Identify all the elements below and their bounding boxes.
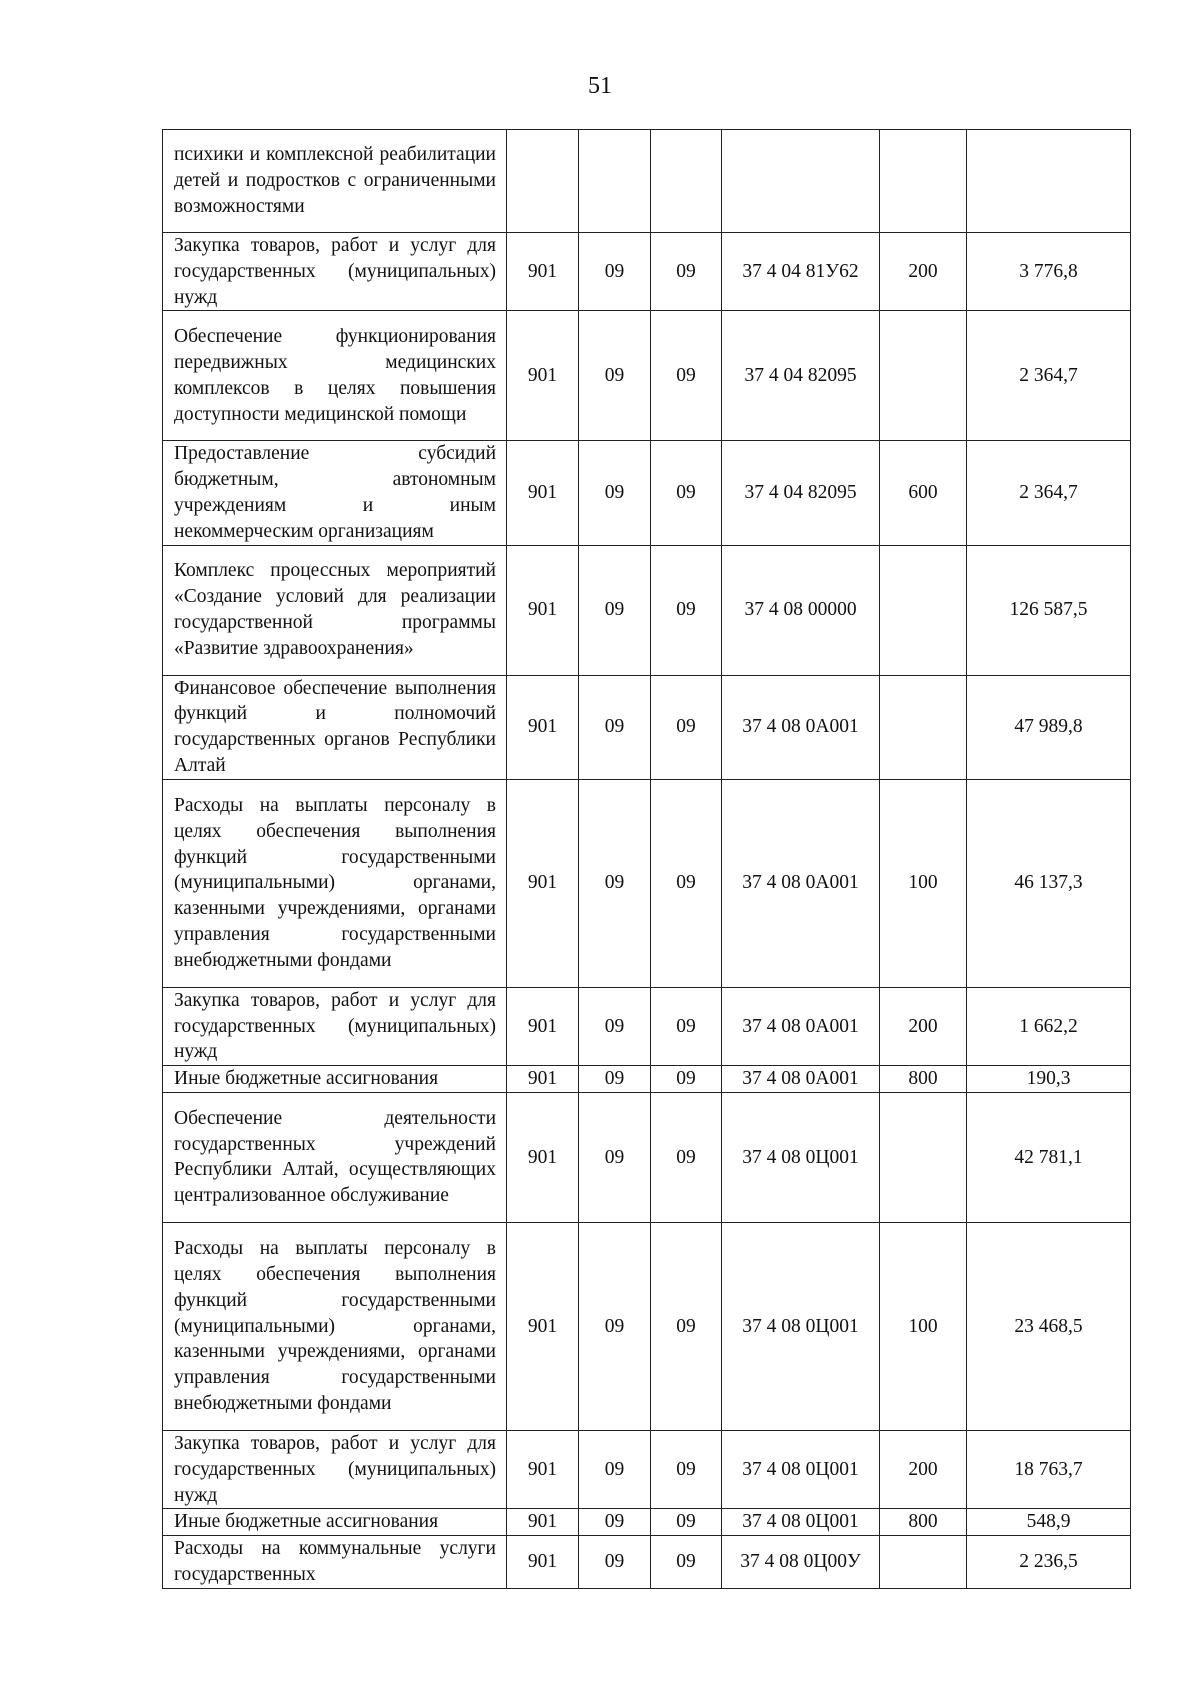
subsection-code-cell: 09 — [651, 311, 722, 441]
table-row — [163, 311, 1131, 441]
expense-type-cell: 800 — [880, 1509, 967, 1536]
expense-name-cell: Комплекс процессных мероприятий «Создание условий для реализации государственной программы «Развитие здравоохранения» — [163, 545, 507, 675]
table-row — [163, 1222, 1131, 1430]
target-code-cell: 37 4 08 0Ц001 — [722, 1430, 880, 1508]
subsection-code-cell: 09 — [651, 987, 722, 1065]
ministry-code-cell: 901 — [507, 1066, 579, 1093]
section-code-cell: 09 — [579, 1536, 651, 1589]
expense-name-cell: Иные бюджетные ассигнования — [163, 1509, 507, 1536]
table-row — [163, 441, 1131, 545]
subsection-code-cell: 09 — [651, 1092, 722, 1222]
expense-type-cell — [880, 1536, 967, 1589]
section-code-cell: 09 — [579, 675, 651, 779]
section-code-cell: 09 — [579, 545, 651, 675]
subsection-code-cell: 09 — [651, 1509, 722, 1536]
section-code-cell: 09 — [579, 1222, 651, 1430]
ministry-code-cell: 901 — [507, 311, 579, 441]
expense-name-cell: Закупка товаров, работ и услуг для государственных (муниципальных) нужд — [163, 1430, 507, 1508]
section-code-cell: 09 — [579, 233, 651, 311]
expense-name-cell: Обеспечение деятельности государственных учреждений Республики Алтай, осуществляющих централизованное обслуживание — [163, 1092, 507, 1222]
section-code-cell: 09 — [579, 987, 651, 1065]
target-code-cell: 37 4 08 0А001 — [722, 1066, 880, 1093]
subsection-code-cell: 09 — [651, 1222, 722, 1430]
subsection-code-cell: 09 — [651, 675, 722, 779]
expense-name-cell: психики и комплексной реабилитации детей и подростков с ограниченными возможностями — [163, 130, 507, 233]
amount-cell: 1 662,2 — [967, 987, 1131, 1065]
target-code-cell: 37 4 08 0А001 — [722, 675, 880, 779]
table-row — [163, 545, 1131, 675]
section-code-cell: 09 — [579, 311, 651, 441]
ministry-code-cell: 901 — [507, 675, 579, 779]
subsection-code-cell: 09 — [651, 233, 722, 311]
ministry-code-cell: 901 — [507, 545, 579, 675]
amount-cell: 2 236,5 — [967, 1536, 1131, 1589]
expense-name-cell: Расходы на выплаты персоналу в целях обеспечения выполнения функций государственными (муниципальными) органами, казенными учреждениями, органами управления государственными внебюджетными фондами — [163, 779, 507, 987]
target-code-cell: 37 4 04 81У62 — [722, 233, 880, 311]
table-row — [163, 233, 1131, 311]
expense-type-cell — [880, 1092, 967, 1222]
amount-cell: 2 364,7 — [967, 441, 1131, 545]
ministry-code-cell: 901 — [507, 1222, 579, 1430]
subsection-code-cell: 09 — [651, 1430, 722, 1508]
amount-cell: 3 776,8 — [967, 233, 1131, 311]
amount-cell: 42 781,1 — [967, 1092, 1131, 1222]
section-code-cell: 09 — [579, 779, 651, 987]
expense-name-cell: Закупка товаров, работ и услуг для государственных (муниципальных) нужд — [163, 987, 507, 1065]
target-code-cell: 37 4 08 0А001 — [722, 779, 880, 987]
expense-name-cell: Расходы на выплаты персоналу в целях обеспечения выполнения функций государственными (муниципальными) органами, казенными учреждениями, органами управления государственными внебюджетными фондами — [163, 1222, 507, 1430]
amount-cell: 23 468,5 — [967, 1222, 1131, 1430]
ministry-code-cell: 901 — [507, 1509, 579, 1536]
page-number: 51 — [588, 73, 612, 99]
target-code-cell: 37 4 08 0Ц001 — [722, 1092, 880, 1222]
expense-type-cell: 800 — [880, 1066, 967, 1093]
table-row — [163, 130, 1131, 233]
expense-type-cell — [880, 545, 967, 675]
section-code-cell: 09 — [579, 441, 651, 545]
ministry-code-cell: 901 — [507, 779, 579, 987]
expense-name-cell: Финансовое обеспечение выполнения функций и полномочий государственных органов Республики Алтай — [163, 675, 507, 779]
expense-type-cell: 200 — [880, 233, 967, 311]
table-row — [163, 1536, 1131, 1589]
section-code-cell: 09 — [579, 1509, 651, 1536]
expense-type-cell: 600 — [880, 441, 967, 545]
table-row — [163, 779, 1131, 987]
ministry-code-cell: 901 — [507, 1536, 579, 1589]
amount-cell: 126 587,5 — [967, 545, 1131, 675]
expense-name-cell: Предоставление субсидий бюджетным, автономным учреждениям и иным некоммерческим организациям — [163, 441, 507, 545]
expense-type-cell — [880, 675, 967, 779]
table-row — [163, 987, 1131, 1065]
ministry-code-cell: 901 — [507, 441, 579, 545]
budget-table — [162, 129, 1131, 1589]
subsection-code-cell: 09 — [651, 1066, 722, 1093]
expense-name-cell: Закупка товаров, работ и услуг для государственных (муниципальных) нужд — [163, 233, 507, 311]
subsection-code-cell: 09 — [651, 441, 722, 545]
amount-cell: 46 137,3 — [967, 779, 1131, 987]
section-code-cell — [579, 130, 651, 233]
section-code-cell: 09 — [579, 1430, 651, 1508]
table-row — [163, 1509, 1131, 1536]
expense-type-cell: 200 — [880, 987, 967, 1065]
target-code-cell: 37 4 08 0Ц001 — [722, 1509, 880, 1536]
target-code-cell — [722, 130, 880, 233]
expense-name-cell: Расходы на коммунальные услуги государственных — [163, 1536, 507, 1589]
table-row — [163, 1066, 1131, 1093]
expense-type-cell: 200 — [880, 1430, 967, 1508]
ministry-code-cell — [507, 130, 579, 233]
ministry-code-cell: 901 — [507, 987, 579, 1065]
amount-cell: 548,9 — [967, 1509, 1131, 1536]
table-row — [163, 1092, 1131, 1222]
target-code-cell: 37 4 08 0Ц001 — [722, 1222, 880, 1430]
amount-cell: 2 364,7 — [967, 311, 1131, 441]
expense-type-cell: 100 — [880, 1222, 967, 1430]
target-code-cell: 37 4 08 00000 — [722, 545, 880, 675]
expense-type-cell: 100 — [880, 779, 967, 987]
section-code-cell: 09 — [579, 1066, 651, 1093]
subsection-code-cell: 09 — [651, 545, 722, 675]
amount-cell: 47 989,8 — [967, 675, 1131, 779]
subsection-code-cell — [651, 130, 722, 233]
target-code-cell: 37 4 08 0Ц00У — [722, 1536, 880, 1589]
target-code-cell: 37 4 04 82095 — [722, 441, 880, 545]
target-code-cell: 37 4 04 82095 — [722, 311, 880, 441]
expense-name-cell: Обеспечение функционирования передвижных медицинских комплексов в целях повышения доступности медицинской помощи — [163, 311, 507, 441]
ministry-code-cell: 901 — [507, 1092, 579, 1222]
section-code-cell: 09 — [579, 1092, 651, 1222]
amount-cell: 190,3 — [967, 1066, 1131, 1093]
subsection-code-cell: 09 — [651, 779, 722, 987]
expense-type-cell — [880, 130, 967, 233]
expense-name-cell: Иные бюджетные ассигнования — [163, 1066, 507, 1093]
ministry-code-cell: 901 — [507, 1430, 579, 1508]
amount-cell: 18 763,7 — [967, 1430, 1131, 1508]
table-row — [163, 675, 1131, 779]
ministry-code-cell: 901 — [507, 233, 579, 311]
subsection-code-cell: 09 — [651, 1536, 722, 1589]
expense-type-cell — [880, 311, 967, 441]
table-row — [163, 1430, 1131, 1508]
target-code-cell: 37 4 08 0А001 — [722, 987, 880, 1065]
amount-cell — [967, 130, 1131, 233]
